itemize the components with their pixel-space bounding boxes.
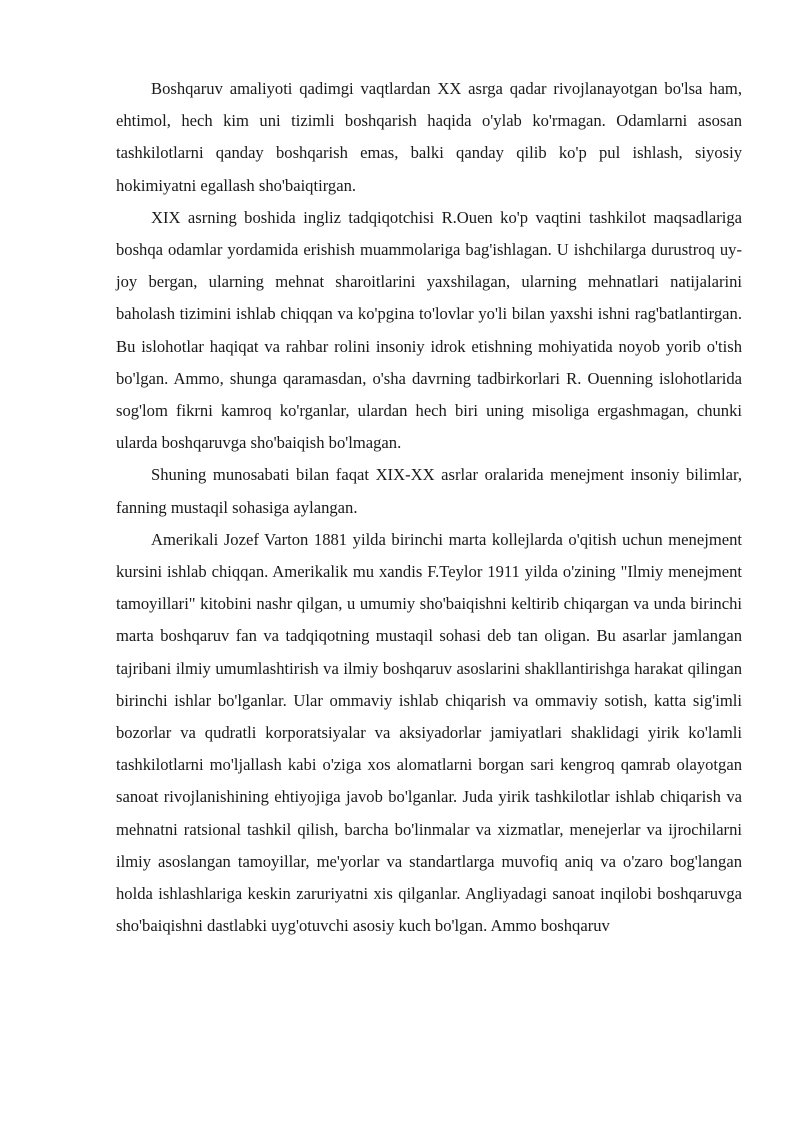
paragraph-3: Shuning munosabati bilan faqat XIX-XX asrlar oralarida menejment insoniy bilimlar, fanning mustaqil sohasiga aylangan. <box>116 465 742 517</box>
document-page <box>116 73 742 942</box>
paragraph-1: Boshqaruv amaliyoti qadimgi vaqtlardan XX asrga qadar rivojlanayotgan bo'lsa ham, ehtimol, hech kim uni tizimli boshqarish haqida o'ylab ko'rmagan. Odamlarni asosan tashkilotlarni qanday boshqarish emas, balki qanday qilib ko'p pul ishlash, siyosiy hokimiyatni egallash sho'baiqtirgan. <box>116 79 742 195</box>
paragraph-2: XIX asrning boshida ingliz tadqiqotchisi R.Ouen ko'p vaqtini tashkilot maqsadlariga boshqa odamlar yordamida erishish muammolariga bag'ishlagan. U ishchilarga durustroq uy-joy bergan, ularning mehnat sharoitlarini yaxshilagan, ularning mehnatlari natijalarini baholash tizimini ishlab chiqqan va ko'pgina to'lovlar yo'li bilan yaxshi ishni rag'batlantirgan. Bu islohotlar haqiqat va rahbar rolini insoniy idrok etishning mohiyatida noyob yorib o'tish bo'lgan. Ammo, shunga qaramasdan, o'sha davrning tadbirkorlari R. Ouenning islohotlarida sog'lom fikrni kamroq ko'rganlar, ulardan hech biri uning misoliga ergashmagan, chunki ularda boshqaruvga sho'baiqish bo'lmagan. <box>116 207 742 453</box>
paragraph-4: Amerikali Jozef Varton 1881 yilda birinchi marta kollejlarda o'qitish uchun menejment kursini ishlab chiqqan. Amerikalik mu xandis F.Teylor 1911 yilda o'zining "Ilmiy menejment tamoyillari" kitobini nashr qilgan, u umumiy sho'baiqishni keltirib chiqargan va unda birinchi marta boshqaruv fan va tadqiqotning mustaqil sohasi deb tan oligan. Bu asarlar jamlangan tajribani ilmiy umumlashtirish va ilmiy boshqaruv asoslarini shakllantirishga harakat qilingan birinchi ishlar bo'lganlar. Ular ommaviy ishlab chiqarish va ommaviy sotish, katta sig'imli bozorlar va qudratli korporatsiyalar va aksiyadorlar jamiyatlari shaklidagi yirik ko'lamli tashkilotlarni mo'ljallash kabi o'ziga xos alomatlarni borgan sari kengroq qamrab olayotgan sanoat rivojlanishining ehtiyojiga javob bo'lganlar. Juda yirik tashkilotlar ishlab chiqarish va mehnatni ratsional tashkil qilish, barcha bo'linmalar va xizmatlar, menejerlar va ijrochilarni ilmiy asoslangan tamoyillar, me'yorlar va standartlarga muvofiq aniq va o'zaro bog'langan holda ishlashlariga keskin zaruriyatni xis qilganlar. Angliyadagi sanoat inqilobi boshqaruvga sho'baiqishni dastlabki uyg'otuvchi asosiy kuch bo'lgan. Ammo boshqaruv <box>116 529 742 936</box>
